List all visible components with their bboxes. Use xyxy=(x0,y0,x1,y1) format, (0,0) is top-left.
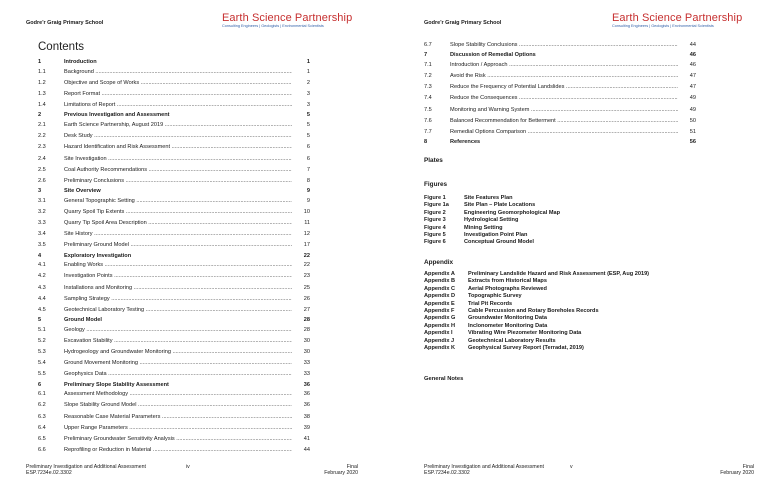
toc-title: Site History ..... xyxy=(64,229,292,240)
toc-entry[interactable] xyxy=(38,229,310,240)
toc-number: 4.2 xyxy=(38,273,46,280)
toc-page-number: 28 xyxy=(303,326,310,333)
toc-entry[interactable] xyxy=(38,347,310,358)
toc-entry[interactable] xyxy=(38,89,310,100)
footer-left xyxy=(26,464,146,477)
toc-section[interactable] xyxy=(38,187,310,196)
school-name: Godre'r Graig Primary School xyxy=(26,20,104,26)
footer-doc-title: Preliminary Investigation and Additional Assessment xyxy=(424,464,544,470)
toc-page-number: 47 xyxy=(689,84,696,91)
appendix-entry-title: Preliminary Landslide Hazard and Risk Assessment (ESP, Aug 2019) xyxy=(468,271,650,277)
figure-entry-title: Conceptual Ground Model xyxy=(464,239,534,246)
toc-title: Site Overview xyxy=(64,188,101,195)
toc-title: General Topographic Setting ..... xyxy=(64,196,292,207)
toc-title: Quarry Tip Spoil Area Description ..... xyxy=(64,218,292,229)
toc-entry[interactable] xyxy=(38,369,310,380)
toc-entry[interactable] xyxy=(38,260,310,271)
toc-title: Ground Model xyxy=(64,317,102,324)
figure-entry-title: Site Plan – Plate Locations xyxy=(464,202,536,209)
toc-title: References xyxy=(450,139,481,146)
toc-title: Limitations of Report ..... xyxy=(64,100,292,111)
toc-number: 7.7 xyxy=(424,128,432,135)
toc-number: 8 xyxy=(424,139,428,146)
toc-page-number: 5 xyxy=(306,112,310,119)
figure-entry-title: Site Features Plan xyxy=(464,195,513,201)
company-name: Earth Science Partnership xyxy=(222,12,353,24)
toc-title: Avoid the Risk ..... xyxy=(450,71,678,82)
toc-entry[interactable] xyxy=(38,176,310,187)
appendix-entry-code: Appendix E xyxy=(424,300,455,307)
toc-entry[interactable] xyxy=(38,207,310,218)
toc-page-number: 5 xyxy=(306,133,310,140)
toc-page-number: 1 xyxy=(306,59,310,65)
toc-title: Assessment Methodology ..... xyxy=(64,389,292,400)
general-notes-heading: General Notes xyxy=(424,376,464,382)
appendix-entry-title: Trial Pit Records xyxy=(468,300,513,307)
appendix-entry-title: Geophysical Survey Report (Terradat, 2019) xyxy=(468,344,584,351)
toc-page-number: 49 xyxy=(689,106,696,113)
toc-title: Discussion of Remedial Options xyxy=(450,52,536,59)
toc-page-number: 26 xyxy=(303,295,310,302)
toc-page-number: 44 xyxy=(303,447,310,454)
footer-doc-ref: ESP.7234e.02.3302 xyxy=(26,470,72,477)
toc-entry[interactable] xyxy=(38,142,310,153)
toc-number: 2.3 xyxy=(38,144,46,151)
footer-right xyxy=(324,464,358,477)
toc-number: 6.6 xyxy=(38,447,46,454)
toc-title: Reduce the Consequences ..... xyxy=(450,93,678,104)
appendix-entry-code: Appendix C xyxy=(424,285,456,292)
appendix-entry-title: Aerial Photographs Reviewed xyxy=(468,285,547,292)
toc-number: 2 xyxy=(38,112,42,119)
toc-number: 6.4 xyxy=(38,424,46,431)
toc-title: Excavation Stability ..... xyxy=(64,336,292,347)
toc-entry[interactable] xyxy=(38,294,310,305)
toc-title: Upper Range Parameters ..... xyxy=(64,423,292,434)
toc-number: 4.4 xyxy=(38,295,46,302)
toc-page-number: 9 xyxy=(306,188,310,195)
figure-entry-title: Mining Setting xyxy=(464,224,503,231)
toc-title: Remedial Options Comparison ..... xyxy=(450,127,678,138)
toc-entry[interactable] xyxy=(38,434,310,445)
toc-entry[interactable] xyxy=(38,358,310,369)
toc-number: 7.4 xyxy=(424,95,432,102)
footer-doc-ref: ESP.7234e.02.3302 xyxy=(424,470,470,477)
toc-page-number: 2 xyxy=(306,79,310,86)
company-tagline: Consulting Engineers | Geologists | Environmental Scientists xyxy=(612,24,714,28)
toc-title: Site Investigation ..... xyxy=(64,154,292,165)
toc-number: 3.1 xyxy=(38,197,46,204)
toc-title: Reduce the Frequency of Potential Landslides ..... xyxy=(450,82,678,93)
toc-page-number: 38 xyxy=(303,413,310,420)
toc-section[interactable] xyxy=(38,111,310,120)
toc-page-number: 39 xyxy=(303,424,310,431)
toc-title: Geotechnical Laboratory Testing ..... xyxy=(64,305,292,316)
figure-entry-title: Hydrological Setting xyxy=(464,217,519,224)
toc-page-number: 22 xyxy=(303,262,310,269)
toc-number: 6 xyxy=(38,381,42,388)
toc-number: 1 xyxy=(38,59,42,65)
figure-entry-code: Figure 1 xyxy=(424,195,446,201)
table-of-contents xyxy=(38,58,310,456)
company-logo xyxy=(612,12,742,28)
toc-page-number: 27 xyxy=(303,306,310,313)
appendix-entry-code: Appendix G xyxy=(424,315,456,322)
appendix-entry-code: Appendix H xyxy=(424,322,456,329)
footer-doc-title: Preliminary Investigation and Additional Assessment xyxy=(26,464,146,470)
toc-title: Introduction xyxy=(64,59,97,65)
toc-page-number: 33 xyxy=(303,360,310,367)
figure-entry-code: Figure 5 xyxy=(424,231,446,238)
figure-entry-code: Figure 6 xyxy=(424,239,446,246)
toc-title: Reprofiling or Reduction in Material ..... xyxy=(64,445,292,456)
toc-title: Sampling Strategy ..... xyxy=(64,294,292,305)
toc-page-number: 46 xyxy=(689,61,696,68)
toc-entry[interactable] xyxy=(38,423,310,434)
toc-number: 6.7 xyxy=(424,42,432,48)
toc-entry[interactable] xyxy=(38,336,310,347)
appendix-entry-title: Geotechnical Laboratory Results xyxy=(468,337,556,344)
appendix-entry-title: Cable Percussion and Rotary Boreholes Records xyxy=(468,307,599,314)
toc-title: Investigation Points ..... xyxy=(64,271,292,282)
toc-title: Previous Investigation and Assessment xyxy=(64,112,170,119)
toc-number: 2.5 xyxy=(38,166,46,173)
toc-number: 5.2 xyxy=(38,337,46,344)
toc-title: Introduction / Approach ..... xyxy=(450,60,678,71)
figure-entry-title: Investigation Point Plan xyxy=(464,231,528,238)
toc-number: 1.4 xyxy=(38,102,46,109)
table-of-contents-continued xyxy=(424,40,696,147)
toc-entry[interactable] xyxy=(38,305,310,316)
toc-title: Hydrogeology and Groundwater Monitoring ..... xyxy=(64,347,292,358)
appendix-entry-code: Appendix I xyxy=(424,330,453,337)
toc-number: 3.5 xyxy=(38,242,46,249)
footer-left xyxy=(424,464,544,477)
toc-title: Earth Science Partnership, August 2019 ..... xyxy=(64,120,292,131)
footer-right xyxy=(720,464,754,477)
toc-number: 2.1 xyxy=(38,121,46,128)
toc-title: Preliminary Slope Stability Assessment xyxy=(64,381,169,388)
toc-page-number: 36 xyxy=(303,402,310,409)
toc-entry[interactable] xyxy=(424,93,696,104)
toc-number: 6.5 xyxy=(38,436,46,442)
toc-entry[interactable] xyxy=(38,412,310,423)
toc-page-number: 25 xyxy=(303,284,310,291)
toc-page-number: 44 xyxy=(689,42,696,48)
toc-number: 3.2 xyxy=(38,208,46,215)
toc-title: Objective and Scope of Works ..... xyxy=(64,78,292,89)
toc-number: 7.2 xyxy=(424,72,432,79)
toc-entry[interactable] xyxy=(38,154,310,165)
toc-number: 5 xyxy=(38,317,42,324)
toc-entry[interactable] xyxy=(424,40,696,51)
footer-status: Final xyxy=(742,464,754,470)
toc-title: Slope Stability Ground Model ..... xyxy=(64,400,292,411)
toc-entry[interactable] xyxy=(38,218,310,229)
toc-page-number: 33 xyxy=(303,371,310,378)
figure-entry-code: Figure 4 xyxy=(424,224,446,231)
toc-title: Reasonable Case Material Parameters ..... xyxy=(64,412,292,423)
figure-entry-code: Figure 1a xyxy=(424,202,449,209)
toc-number: 7.5 xyxy=(424,106,432,113)
toc-entry[interactable] xyxy=(38,120,310,131)
toc-number: 4 xyxy=(38,252,42,259)
toc-entry[interactable] xyxy=(38,67,310,78)
toc-page-number: 28 xyxy=(303,317,310,324)
toc-title: Monitoring and Warning System ..... xyxy=(450,105,678,116)
toc-number: 5.1 xyxy=(38,326,46,333)
toc-number: 3.3 xyxy=(38,220,46,227)
appendix-entry-title: Groundwater Monitoring Data xyxy=(468,315,547,322)
toc-title: Geology ..... xyxy=(64,325,292,336)
toc-number: 7.1 xyxy=(424,61,432,68)
toc-entry[interactable] xyxy=(424,116,696,127)
toc-entry[interactable] xyxy=(38,389,310,400)
toc-number: 7 xyxy=(424,52,428,59)
toc-entry[interactable] xyxy=(38,196,310,207)
toc-number: 2.2 xyxy=(38,133,46,140)
toc-entry[interactable] xyxy=(38,78,310,89)
toc-entry[interactable] xyxy=(424,71,696,82)
toc-page-number: 47 xyxy=(689,72,696,79)
toc-section[interactable] xyxy=(38,381,310,390)
toc-title: Coal Authority Recommendations ..... xyxy=(64,165,292,176)
plates-heading: Plates xyxy=(424,157,443,164)
figures-heading: Figures xyxy=(424,181,448,188)
toc-page-number: 50 xyxy=(689,117,696,124)
toc-title: Preliminary Ground Model ..... xyxy=(64,240,292,251)
toc-page-number: 23 xyxy=(303,273,310,280)
toc-entry[interactable] xyxy=(38,271,310,282)
toc-title: Hazard Identification and Risk Assessment ..... xyxy=(64,142,292,153)
toc-page-number: 12 xyxy=(303,231,310,238)
figure-entry-code: Figure 2 xyxy=(424,209,446,216)
footer-page-number: iv xyxy=(186,464,190,470)
toc-number: 5.3 xyxy=(38,349,46,356)
appendix-entry-title: Vibrating Wire Piezometer Monitoring Data xyxy=(468,330,582,337)
school-name: Godre'r Graig Primary School xyxy=(424,20,502,26)
figure-entry-title: Engineering Geomorphological Map xyxy=(464,209,561,216)
toc-number: 1.1 xyxy=(38,68,46,75)
toc-entry[interactable] xyxy=(424,82,696,93)
toc-number: 1.2 xyxy=(38,79,46,86)
toc-number: 6.1 xyxy=(38,391,46,398)
toc-section[interactable] xyxy=(38,316,310,325)
toc-title: Preliminary Conclusions ..... xyxy=(64,176,292,187)
footer-date: February 2020 xyxy=(324,470,358,477)
company-logo xyxy=(222,12,352,28)
toc-number: 1.3 xyxy=(38,90,46,97)
appendix-entry-code: Appendix F xyxy=(424,307,455,314)
toc-title: Report Format ..... xyxy=(64,89,292,100)
toc-entry[interactable] xyxy=(38,131,310,142)
toc-title: Exploratory Investigation xyxy=(64,252,132,259)
toc-number: 4.1 xyxy=(38,262,46,269)
toc-page-number: 6 xyxy=(306,155,310,162)
toc-page-number: 22 xyxy=(303,252,310,259)
toc-page-number: 17 xyxy=(303,242,310,249)
figure-entry-code: Figure 3 xyxy=(424,217,446,224)
company-name: Earth Science Partnership xyxy=(612,12,743,24)
appendix-entry-code: Appendix K xyxy=(424,344,456,351)
toc-entry[interactable] xyxy=(38,165,310,176)
toc-page-number: 6 xyxy=(306,144,310,151)
toc-page-number: 36 xyxy=(303,391,310,398)
toc-page-number: 56 xyxy=(689,139,696,146)
toc-title: Quarry Spoil Tip Extents ..... xyxy=(64,207,292,218)
toc-title: Preliminary Groundwater Sensitivity Analysis ..... xyxy=(64,434,292,445)
toc-page-number: 10 xyxy=(303,208,310,215)
toc-number: 7.3 xyxy=(424,84,432,91)
toc-entry[interactable] xyxy=(38,400,310,411)
company-tagline: Consulting Engineers | Geologists | Environmental Scientists xyxy=(222,24,324,28)
toc-number: 2.4 xyxy=(38,155,46,162)
toc-title: Ground Movement Monitoring ..... xyxy=(64,358,292,369)
toc-number: 3 xyxy=(38,188,42,195)
appendix-entry-title: Inclonometer Monitoring Data xyxy=(468,322,548,329)
appendix-entry-code: Appendix D xyxy=(424,293,456,300)
toc-title: Balanced Recommendation for Betterment ..... xyxy=(450,116,678,127)
toc-title: Desk Study ..... xyxy=(64,131,292,142)
toc-title: Installations and Monitoring ..... xyxy=(64,283,292,294)
toc-number: 6.3 xyxy=(38,413,46,420)
toc-page-number: 3 xyxy=(306,102,310,109)
toc-page-number: 1 xyxy=(306,68,310,75)
toc-section[interactable] xyxy=(424,138,696,147)
toc-entry[interactable] xyxy=(424,60,696,71)
toc-page-number: 30 xyxy=(303,349,310,356)
toc-section[interactable] xyxy=(38,58,310,67)
toc-number: 7.6 xyxy=(424,117,432,124)
toc-page-number: 36 xyxy=(303,381,310,388)
footer-status: Final xyxy=(346,464,358,470)
toc-entry[interactable] xyxy=(38,445,310,456)
toc-number: 6.2 xyxy=(38,402,46,409)
toc-entry[interactable] xyxy=(38,240,310,251)
toc-section[interactable] xyxy=(424,51,696,60)
toc-section[interactable] xyxy=(38,252,310,261)
toc-page-number: 41 xyxy=(303,436,310,442)
footer-date: February 2020 xyxy=(720,470,754,477)
toc-entry[interactable] xyxy=(38,283,310,294)
toc-page-number: 9 xyxy=(306,197,310,204)
toc-number: 4.3 xyxy=(38,284,46,291)
toc-entry[interactable] xyxy=(38,100,310,111)
toc-entry[interactable] xyxy=(424,105,696,116)
appendix-entry-code: Appendix A xyxy=(424,271,455,277)
toc-page-number: 7 xyxy=(306,166,310,173)
footer-page-number: v xyxy=(570,464,573,470)
appendix-entry-title: Extracts from Historical Maps xyxy=(468,278,547,285)
appendix-heading: Appendix xyxy=(424,259,454,266)
toc-page-number: 30 xyxy=(303,337,310,344)
toc-page-number: 8 xyxy=(306,177,310,184)
toc-entry[interactable] xyxy=(424,127,696,138)
toc-title: Geophysics Data ..... xyxy=(64,369,292,380)
toc-number: 3.4 xyxy=(38,231,46,238)
toc-number: 4.5 xyxy=(38,306,46,313)
toc-page-number: 3 xyxy=(306,90,310,97)
appendix-entry-title: Topographic Survey xyxy=(468,293,522,300)
toc-title: Slope Stability Conclusions ..... xyxy=(450,40,678,51)
toc-number: 5.5 xyxy=(38,371,46,378)
toc-page-number: 11 xyxy=(304,220,310,227)
toc-entry[interactable] xyxy=(38,325,310,336)
appendix-entry-code: Appendix J xyxy=(424,337,455,344)
toc-number: 5.4 xyxy=(38,360,46,367)
toc-page-number: 49 xyxy=(689,95,696,102)
toc-title: Background ..... xyxy=(64,67,292,78)
toc-page-number: 5 xyxy=(306,121,310,128)
toc-title: Enabling Works ..... xyxy=(64,260,292,271)
toc-page-number: 46 xyxy=(689,52,696,59)
page-title: Contents xyxy=(38,41,85,53)
contents-page-right xyxy=(384,0,768,499)
toc-number: 2.6 xyxy=(38,177,46,184)
toc-page-number: 51 xyxy=(689,128,696,135)
appendix-entry-code: Appendix B xyxy=(424,278,456,285)
